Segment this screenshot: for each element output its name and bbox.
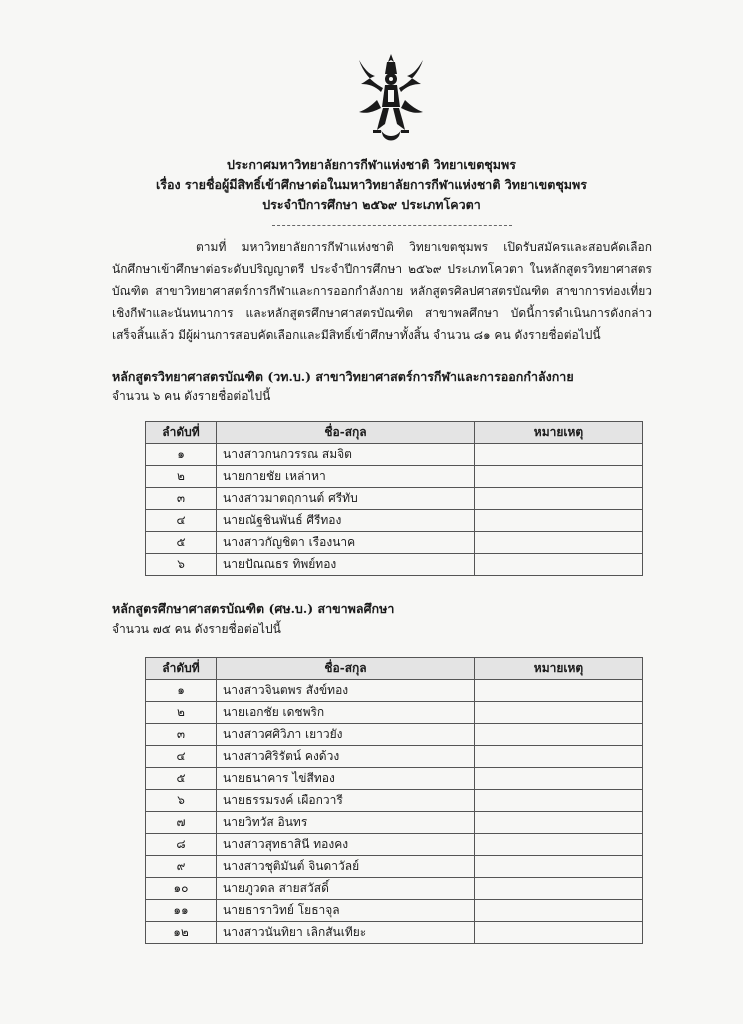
intro-paragraph bbox=[112, 236, 652, 346]
row-remark bbox=[475, 466, 643, 488]
intro-text: ตามที่ มหาวิทยาลัยการกีฬาแห่งชาติ วิทยาเขตชุมพร เปิดรับสมัครและสอบคัดเลือกนักศึกษาเข้าศึกษาต่อระดับปริญญาตรี ประจำปีการศึกษา ๒๕๖๙ ประเภทโควตา ในหลักสูตรวิทยาศาสตรบัณฑิต สาขาวิทยาศาสตร์การกีฬาและการออกกำลังกาย หลักสูตรศิลปศาสตรบัณฑิต สาขาการท่องเที่ยวเชิงกีฬาและนันทนาการ และหลักสูตรศึกษาศาสตรบัณฑิต สาขาพลศึกษา บัดนี้การดำเนินการดังกล่าวเสร็จสิ้นแล้ว มีผู้ผ่านการสอบคัดเลือกและมีสิทธิ์เข้าศึกษาทั้งสิ้น จำนวน ๘๑ คน ดังรายชื่อต่อไปนี้ bbox=[112, 240, 652, 342]
table-row bbox=[146, 532, 643, 554]
garuda-emblem-icon bbox=[355, 52, 427, 144]
row-name: นางสาวมาตฤกานต์ ศรีทับ bbox=[217, 488, 475, 510]
row-remark bbox=[475, 922, 643, 944]
row-remark bbox=[475, 444, 643, 466]
table-row bbox=[146, 768, 643, 790]
section1-count: จำนวน ๖ คน ดังรายชื่อต่อไปนี้ bbox=[112, 389, 271, 403]
row-no: ๑ bbox=[146, 444, 217, 466]
section1-table bbox=[145, 421, 643, 576]
row-name: นายวิทวัส อินทร bbox=[217, 812, 475, 834]
table-row bbox=[146, 724, 643, 746]
row-name: นายภูวดล สายสวัสดิ์ bbox=[217, 878, 475, 900]
divider bbox=[272, 225, 512, 226]
row-remark bbox=[475, 680, 643, 702]
announcement-year: ประจำปีการศึกษา ๒๕๖๙ ประเภทโควตา bbox=[262, 197, 481, 212]
section2-table bbox=[145, 657, 643, 944]
row-remark bbox=[475, 878, 643, 900]
table-row bbox=[146, 466, 643, 488]
row-name: นายธรรมรงค์ เผือกวารี bbox=[217, 790, 475, 812]
row-name: นายเอกชัย เดชพริก bbox=[217, 702, 475, 724]
row-remark bbox=[475, 532, 643, 554]
row-remark bbox=[475, 856, 643, 878]
row-no: ๒ bbox=[146, 466, 217, 488]
announcement-subject: เรื่อง รายชื่อผู้มีสิทธิ์เข้าศึกษาต่อในมหาวิทยาลัยการกีฬาแห่งชาติ วิทยาเขตชุมพร bbox=[155, 177, 588, 192]
row-name: นายกายชัย เหล่าหา bbox=[217, 466, 475, 488]
table-row bbox=[146, 900, 643, 922]
table-row bbox=[146, 444, 643, 466]
row-no: ๕ bbox=[146, 532, 217, 554]
header-remark: หมายเหตุ bbox=[475, 658, 643, 680]
row-no: ๔ bbox=[146, 746, 217, 768]
table-row bbox=[146, 510, 643, 532]
row-no: ๓ bbox=[146, 488, 217, 510]
announcement-title: ประกาศมหาวิทยาลัยการกีฬาแห่งชาติ วิทยาเขตชุมพร bbox=[227, 157, 516, 172]
row-no: ๙ bbox=[146, 856, 217, 878]
section1-title: หลักสูตรวิทยาศาสตรบัณฑิต (วท.บ.) สาขาวิทยาศาสตร์การกีฬาและการออกกำลังกาย bbox=[112, 369, 574, 384]
row-no: ๖ bbox=[146, 554, 217, 576]
row-remark bbox=[475, 790, 643, 812]
header-name: ชื่อ-สกุล bbox=[217, 658, 475, 680]
row-name: นายธาราวิทย์ โยธาจุล bbox=[217, 900, 475, 922]
row-remark bbox=[475, 812, 643, 834]
row-remark bbox=[475, 900, 643, 922]
row-no: ๑๒ bbox=[146, 922, 217, 944]
table-row bbox=[146, 680, 643, 702]
row-no: ๘ bbox=[146, 834, 217, 856]
row-remark bbox=[475, 834, 643, 856]
row-no: ๖ bbox=[146, 790, 217, 812]
row-no: ๗ bbox=[146, 812, 217, 834]
row-name: นางสาวศิริรัตน์ คงด้วง bbox=[217, 746, 475, 768]
row-remark bbox=[475, 554, 643, 576]
row-name: นางสาวกัญชิตา เรืองนาค bbox=[217, 532, 475, 554]
row-remark bbox=[475, 488, 643, 510]
row-name: นายปัณณธร ทิพย์ทอง bbox=[217, 554, 475, 576]
table-row bbox=[146, 554, 643, 576]
table-row bbox=[146, 834, 643, 856]
table-row bbox=[146, 812, 643, 834]
header-name: ชื่อ-สกุล bbox=[217, 422, 475, 444]
table-row bbox=[146, 702, 643, 724]
table-row bbox=[146, 746, 643, 768]
header-remark: หมายเหตุ bbox=[475, 422, 643, 444]
table-row bbox=[146, 488, 643, 510]
row-name: นายธนาคาร ไข่สีทอง bbox=[217, 768, 475, 790]
row-no: ๑๐ bbox=[146, 878, 217, 900]
table-row bbox=[146, 878, 643, 900]
table-row bbox=[146, 922, 643, 944]
row-name: นางสาวสุทธาสินี ทองคง bbox=[217, 834, 475, 856]
row-no: ๒ bbox=[146, 702, 217, 724]
section2-title: หลักสูตรศึกษาศาสตรบัณฑิต (ศษ.บ.) สาขาพลศึกษา bbox=[112, 601, 395, 616]
row-name: นางสาวจินตพร สังข์ทอง bbox=[217, 680, 475, 702]
row-no: ๕ bbox=[146, 768, 217, 790]
header-order: ลำดับที่ bbox=[146, 658, 217, 680]
row-remark bbox=[475, 702, 643, 724]
row-name: นายณัฐชินพันธ์ ศีรีทอง bbox=[217, 510, 475, 532]
header-order: ลำดับที่ bbox=[146, 422, 217, 444]
table-row bbox=[146, 790, 643, 812]
row-remark bbox=[475, 724, 643, 746]
row-remark bbox=[475, 746, 643, 768]
row-remark bbox=[475, 510, 643, 532]
row-no: ๑ bbox=[146, 680, 217, 702]
section2-count: จำนวน ๗๕ คน ดังรายชื่อต่อไปนี้ bbox=[112, 622, 281, 636]
row-no: ๑๑ bbox=[146, 900, 217, 922]
table-header-row bbox=[146, 422, 643, 444]
row-remark bbox=[475, 768, 643, 790]
row-name: นางสาวนันทิยา เลิกสันเทียะ bbox=[217, 922, 475, 944]
row-no: ๔ bbox=[146, 510, 217, 532]
row-name: นางสาวศศิวิภา เยาวยัง bbox=[217, 724, 475, 746]
row-name: นางสาวชุติมันต์ จินดาวัลย์ bbox=[217, 856, 475, 878]
table-row bbox=[146, 856, 643, 878]
table-header-row bbox=[146, 658, 643, 680]
row-no: ๓ bbox=[146, 724, 217, 746]
row-name: นางสาวกนกวรรณ สมจิต bbox=[217, 444, 475, 466]
